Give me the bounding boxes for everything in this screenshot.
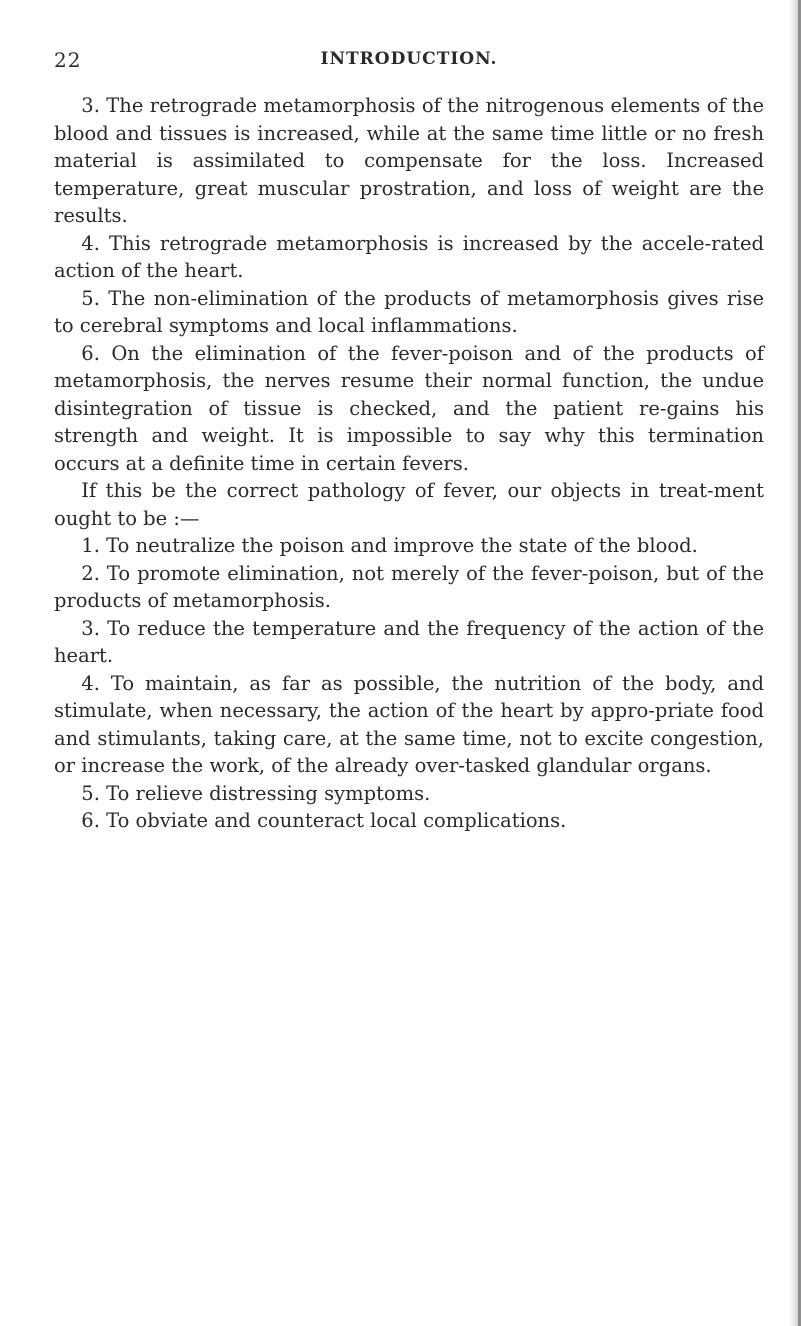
paragraph-6-elimination: 6. On the elimination of the fever-poison and of the products of metamorphosis, the nerves resume their normal function, the undue disintegration of tissue is checked, and the patient re-gains his strength and weight. It is impossible to say why this termination occurs at a definite time in certain fevers. [54, 341, 764, 475]
list-item-2-promote-elimination: 2. To promote elimination, not merely of the fever-poison, but of the products of metamorphosis. [54, 561, 764, 612]
paragraph-4-heart-action: 4. This retrograde metamorphosis is increased by the accele-rated action of the heart. [54, 231, 764, 282]
list-item-1-neutralize: 1. To neutralize the poison and improve the state of the blood. [81, 534, 698, 557]
list-item-6-local-complications: 6. To obviate and counteract local complications. [81, 809, 567, 832]
running-head: INTRODUCTION. [320, 49, 498, 69]
list-item-5-relieve-symptoms: 5. To relieve distressing symptoms. [81, 781, 431, 805]
paragraph-5-non-elimination: 5. The non-elimination of the products of metamorphosis gives rise to cerebral symptoms and local inflammations. [54, 286, 764, 337]
page-number: 22 [54, 48, 82, 72]
body-text [54, 92, 764, 835]
list-item-4-maintain-nutrition: 4. To maintain, as far as possible, the nutrition of the body, and stimulate, when necessary, the action of the heart by appro-priate food and stimulants, taking care, at the same time, not to excite congestion, or increase the work, of the already over-tasked glandular organs. [54, 671, 764, 777]
list-item-3-reduce-temperature: 3. To reduce the temperature and the frequency of the action of the heart. [54, 616, 764, 667]
paragraph-treatment-objects: If this be the correct pathology of fever, our objects in treat-ment ought to be :— [54, 479, 764, 530]
paragraph-3-retrograde-metamorphosis: 3. The retrograde metamorphosis of the nitrogenous elements of the blood and tissues is increased, while at the same time little or no fresh material is assimilated to compensate for the loss. Increased temperature, great muscular prostration, and loss of weight are the results. [54, 94, 764, 227]
page-header [54, 48, 764, 76]
